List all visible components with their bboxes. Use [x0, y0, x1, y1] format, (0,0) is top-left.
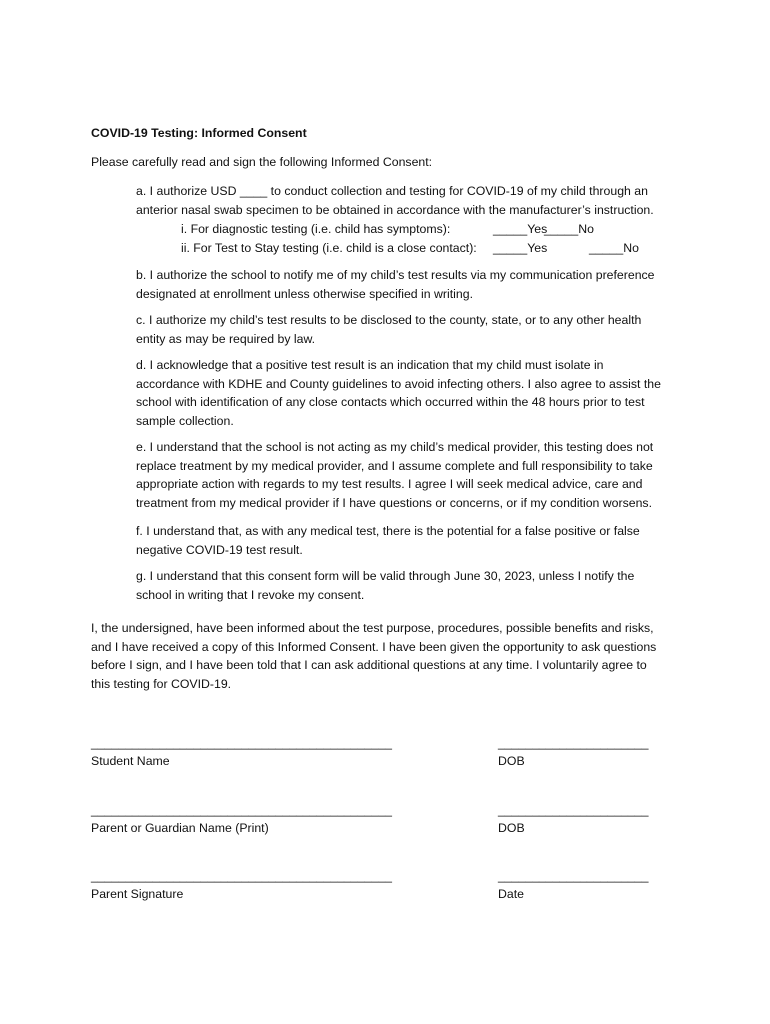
item-a-line: anterior nasal swab specimen to be obtained in accordance with the manufacturer’s instruction. [136, 202, 654, 217]
item-c [136, 311, 641, 348]
guardian-name-label: Parent or Guardian Name (Print) [91, 821, 269, 835]
closing-line: I, the undersigned, have been informed about the test purpose, procedures, possible benefits and risks, [91, 621, 654, 635]
item-c-line: entity as may be required by law. [136, 331, 316, 346]
item-d-line: accordance with KDHE and County guidelines to avoid infecting others. I also agree to assist the [136, 376, 661, 391]
item-f-line: f. I understand that, as with any medical test, there is the potential for a false positive or false [136, 524, 640, 538]
closing-paragraph [91, 619, 656, 693]
sub-i-yes: _____Yes [493, 222, 548, 236]
date-label: Date [498, 887, 524, 901]
sub-i-no: _____No [544, 222, 594, 236]
closing-line: before I sign, and I have been told that I can ask additional questions at any time. I voluntarily agree to [91, 658, 647, 673]
parent-signature-line[interactable]: ____________________________________________ [91, 869, 392, 883]
closing-line: and I have received a copy of this Informed Consent. I have been given the opportunity to ask questions [91, 639, 657, 654]
item-b-line: b. I authorize the school to notify me of my child’s test results via my communication preference [136, 268, 655, 282]
item-e-line: e. I understand that the school is not acting as my child’s medical provider, this testing does not [136, 440, 654, 454]
item-d-line: school with identification of any close contacts which occurred within the 48 hours prior to test [136, 395, 645, 410]
dob-line-1[interactable]: ______________________ [498, 736, 649, 750]
dob-line-2[interactable]: ______________________ [498, 803, 649, 817]
sub-ii-label: ii. For Test to Stay testing (i.e. child is a close contact): [181, 241, 477, 255]
sub-ii-no: _____No [589, 241, 639, 255]
item-c-line: c. I authorize my child’s test results to be disclosed to the county, state, or to any other health [136, 313, 642, 327]
parent-signature-label: Parent Signature [91, 887, 184, 901]
item-b-line: designated at enrollment unless otherwise specified in writing. [136, 286, 473, 301]
item-e [136, 438, 653, 512]
closing-line: this testing for COVID-19. [91, 676, 232, 691]
guardian-name-line[interactable]: ____________________________________________ [91, 803, 392, 817]
date-line[interactable]: ______________________ [498, 869, 649, 883]
student-name-label: Student Name [91, 754, 170, 768]
dob-label-1: DOB [498, 754, 525, 768]
intro-text: Please carefully read and sign the following Informed Consent: [91, 155, 433, 169]
dob-label-2: DOB [498, 821, 525, 835]
item-g-line: school in writing that I revoke my consent. [136, 587, 365, 602]
sub-ii-yes: _____Yes [493, 241, 548, 255]
item-e-line: replace treatment by my medical provider, and I assume complete and full responsibility to take [136, 458, 653, 473]
item-b [136, 266, 655, 303]
item-g [136, 567, 634, 604]
item-a [136, 182, 654, 219]
item-a-line: a. I authorize USD ____ to conduct collection and testing for COVID-19 of my child through an [136, 184, 648, 198]
item-g-line: g. I understand that this consent form will be valid through June 30, 2023, unless I notify the [136, 569, 635, 583]
item-f [136, 522, 640, 559]
item-f-line: negative COVID-19 test result. [136, 542, 303, 557]
student-name-line[interactable]: ____________________________________________ [91, 736, 392, 750]
item-d-line: sample collection. [136, 413, 234, 428]
item-e-line: appropriate action with regards to my test results. I agree I will seek medical advice, care and [136, 477, 643, 492]
item-d [136, 356, 661, 430]
document-title: COVID-19 Testing: Informed Consent [91, 126, 307, 140]
item-e-line: treatment from my medical provider if I have questions or concerns, or if my condition worsens. [136, 495, 652, 510]
sub-i-label: i. For diagnostic testing (i.e. child has symptoms): [181, 222, 451, 236]
item-d-line: d. I acknowledge that a positive test result is an indication that my child must isolate in [136, 358, 604, 372]
